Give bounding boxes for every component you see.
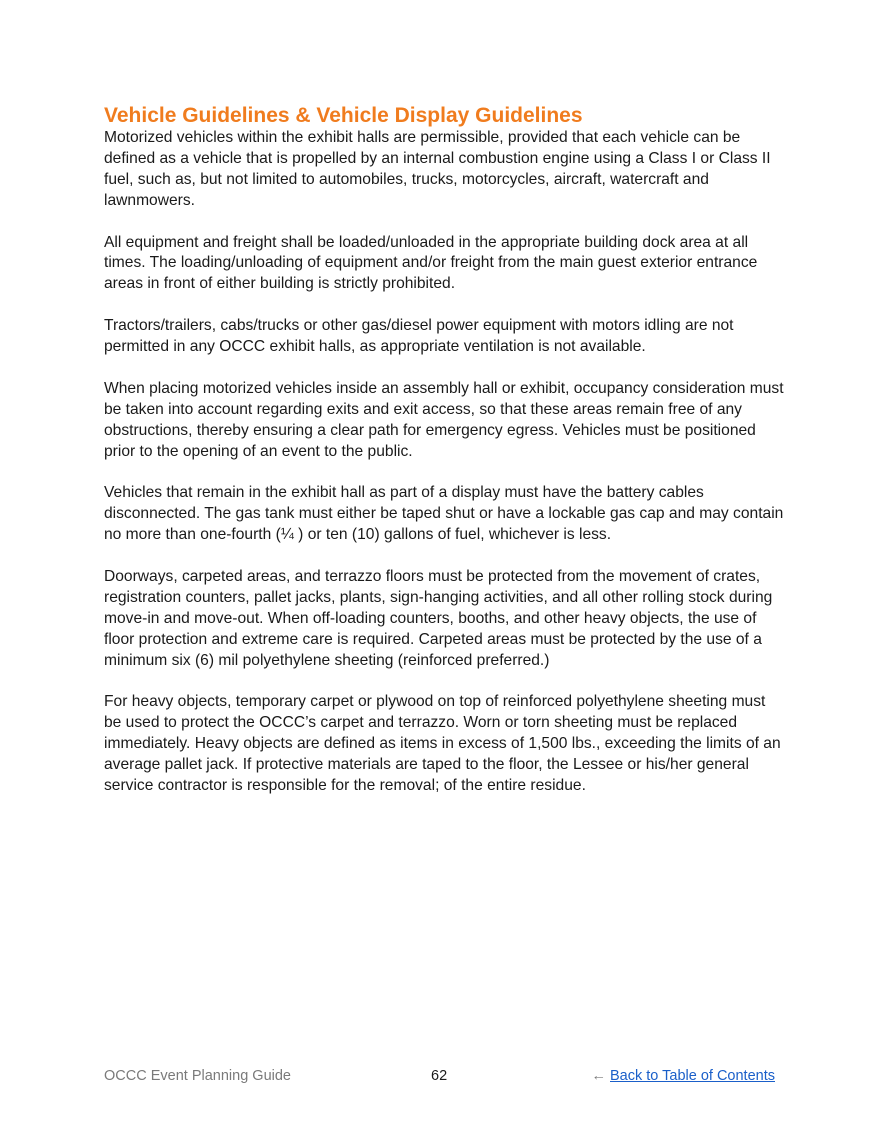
paragraph-placing-vehicles: When placing motorized vehicles inside an assembly hall or exhibit, occupancy consideration must be taken into account regarding exits and exit access, so that these areas remain free of any obstructions, thereby ensuring a clear path for emergency egress. Vehicles must be positioned prior to the opening of an event to the public. [104,379,784,460]
page-footer [0,1066,879,1086]
back-to-toc-link[interactable]: Back to Table of Contents [610,1068,775,1084]
footer-guide-name: OCCC Event Planning Guide [104,1068,291,1084]
footer-page-number: 62 [431,1068,448,1084]
footer-back-link-group [592,1066,775,1086]
paragraph-motorized-vehicles: Motorized vehicles within the exhibit halls are permissible, provided that each vehicle can be defined as a vehicle that is propelled by an internal combustion engine using a Class I or Class II fuel, such as, but not limited to automobiles, trucks, motorcycles, aircraft, watercraft and lawnmowers. [104,129,771,209]
page-content [104,104,784,818]
paragraph-heavy-objects: For heavy objects, temporary carpet or plywood on top of reinforced polyethylene sheeting must be used to protect the OCCC’s carpet and terrazzo. Worn or torn sheeting must be replaced immediately. Heavy objects are defined as items in excess of 1,500 lbs., exceeding the limits of an average pallet jack. If protective materials are taped to the floor, the Lessee or his/her general service contractor is responsible for the removal; of the entire residue. [104,693,781,794]
paragraph-floor-protection: Doorways, carpeted areas, and terrazzo floors must be protected from the movement of crates, registration counters, pallet jacks, plants, sign-hanging activities, and all other rolling stock during move-in and move-out. When off-loading counters, booths, and other heavy objects, the use of floor protection and extreme care is required. Carpeted areas must be protected by the use of a minimum six (6) mil polyethylene sheeting (reinforced preferred.) [104,567,773,669]
paragraph-loading-unloading: All equipment and freight shall be loaded/unloaded in the appropriate building dock area at all times. The loading/unloading of equipment and/or freight from the main guest exterior entrance areas in front of either building is strictly prohibited. [104,233,758,293]
paragraph-display-vehicles: Vehicles that remain in the exhibit hall as part of a display must have the battery cables disconnected. The gas tank must either be taped shut or have a lockable gas cap and may contain no more than one-fourth (¼ ) or ten (10) gallons of fuel, whichever is less. [104,484,784,544]
section-title: Vehicle Guidelines & Vehicle Display Guidelines [104,104,583,127]
left-arrow-icon: ← [591,1068,607,1084]
paragraph-idling-equipment: Tractors/trailers, cabs/trucks or other gas/diesel power equipment with motors idling are not permitted in any OCCC exhibit halls, as appropriate ventilation is not available. [104,317,734,356]
